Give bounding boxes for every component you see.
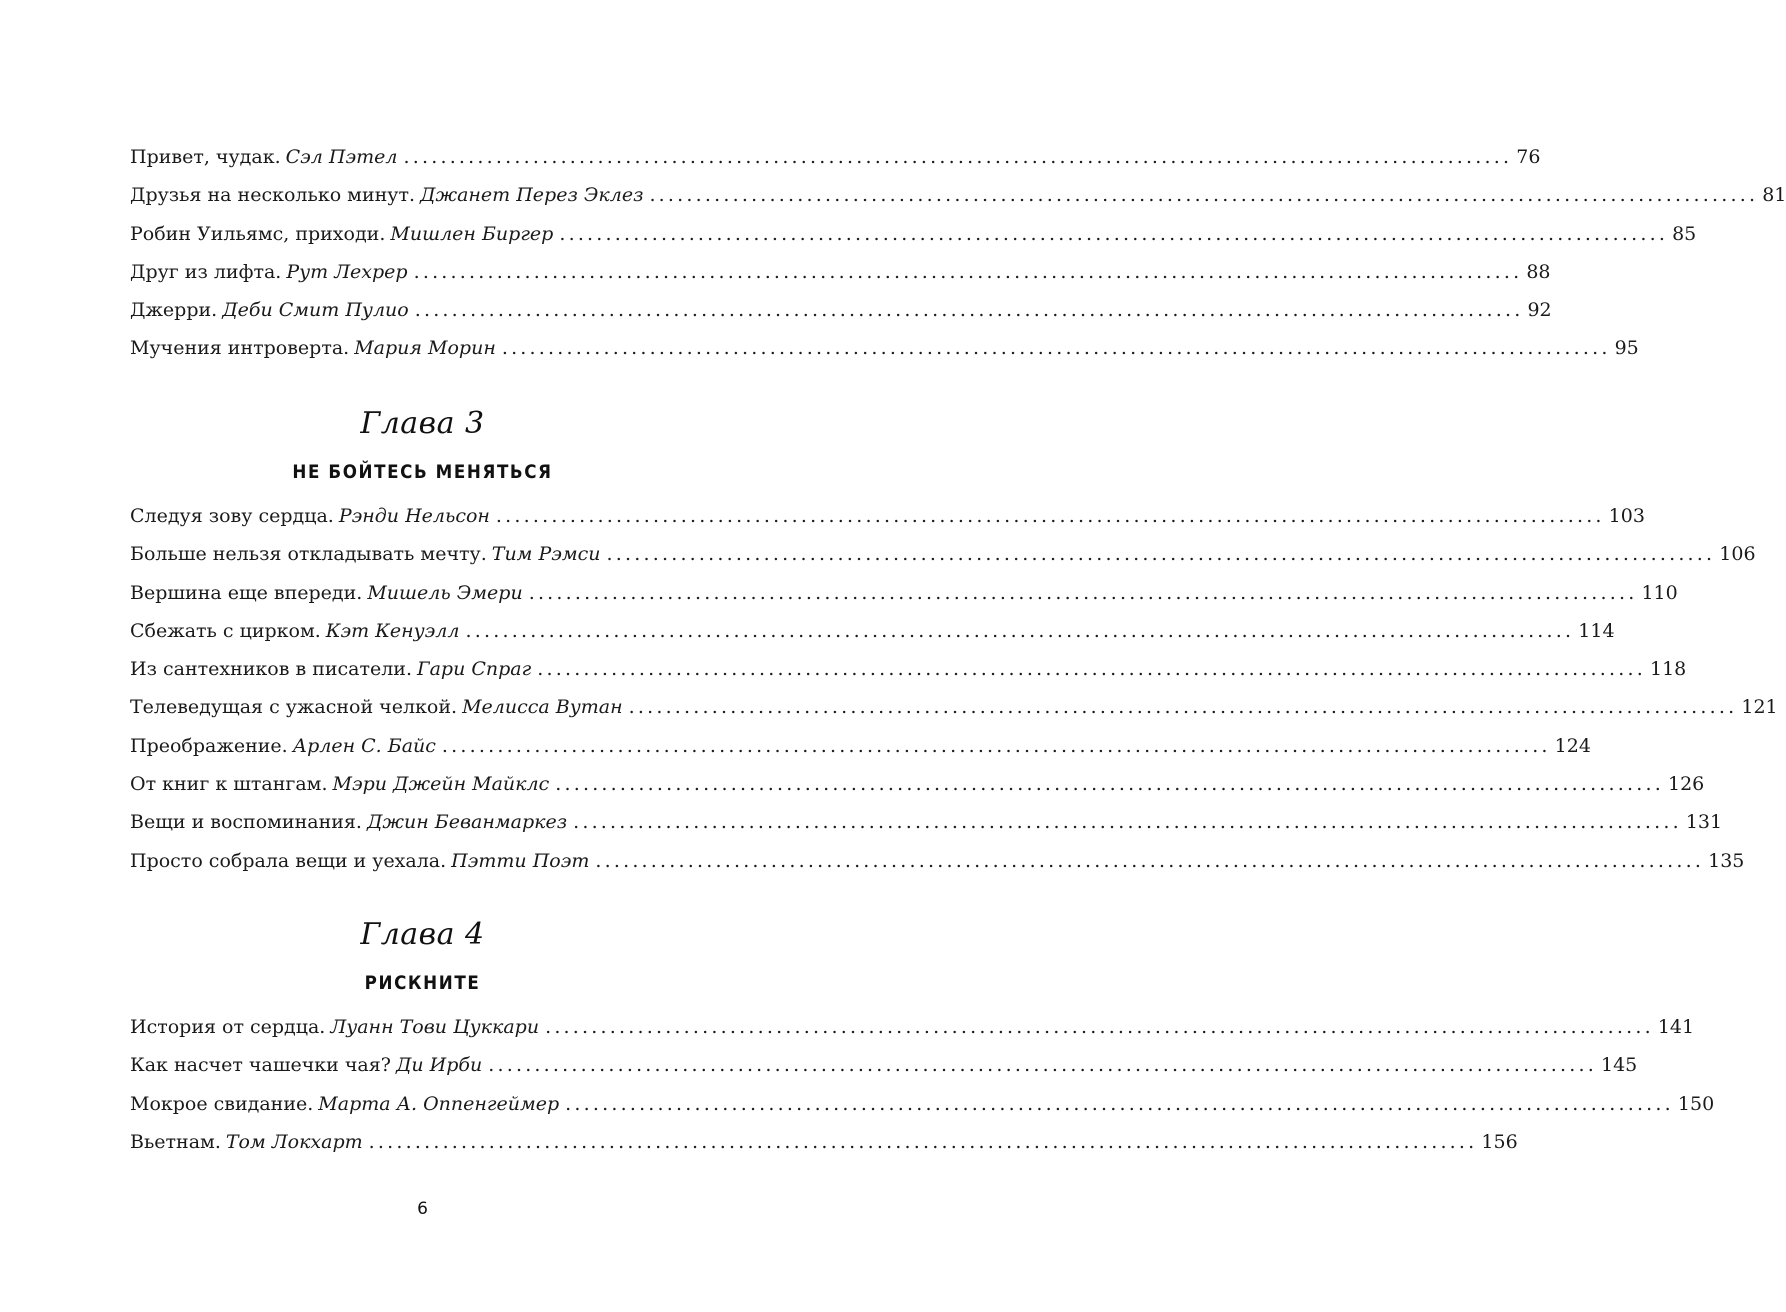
entry-page-number: 121 bbox=[1741, 696, 1778, 719]
entry-author: Сэл Пэтел bbox=[285, 146, 398, 168]
dot-leader: ........................................................................................................................ bbox=[573, 811, 1682, 834]
toc-entry bbox=[130, 581, 1678, 620]
entry-title: Друзья на несколько минут. bbox=[130, 184, 416, 207]
entry-title: Преображение. bbox=[130, 734, 288, 757]
toc-entry bbox=[130, 222, 1697, 261]
entry-author: Пэтти Поэт bbox=[451, 849, 590, 872]
entry-title: Робин Уильямс, приходи. bbox=[130, 222, 386, 245]
entry-author: Гари Спраг bbox=[417, 658, 532, 681]
entry-page-number: 126 bbox=[1667, 773, 1705, 796]
entry-page-number: 150 bbox=[1677, 1092, 1715, 1115]
dot-leader: ........................................................................................................................ bbox=[595, 849, 1705, 872]
dot-leader: ........................................................................................................................ bbox=[403, 146, 1513, 168]
entry-author: Мария Морин bbox=[354, 337, 496, 360]
toc-list-chapter-4 bbox=[130, 1016, 1715, 1169]
toc-entry bbox=[130, 146, 1541, 184]
entry-author: Кэт Кенуэлл bbox=[325, 619, 460, 642]
dot-leader: ........................................................................................................................ bbox=[441, 734, 1551, 757]
entry-author: Луанн Тови Цуккари bbox=[330, 1016, 540, 1038]
toc-entry bbox=[130, 505, 1645, 543]
dot-leader: ........................................................................................................................ bbox=[565, 1092, 1674, 1115]
dot-leader: ........................................................................................................................ bbox=[537, 658, 1646, 681]
entry-page-number: 124 bbox=[1554, 734, 1591, 757]
dot-leader: ........................................................................................................................ bbox=[488, 1054, 1597, 1077]
entry-page-number: 114 bbox=[1578, 619, 1615, 642]
entry-author: Марта А. Оппенгеймер bbox=[318, 1092, 560, 1115]
entry-page-number: 145 bbox=[1600, 1054, 1638, 1077]
entry-page-number: 106 bbox=[1719, 543, 1756, 566]
entry-page-number: 156 bbox=[1481, 1130, 1518, 1153]
chapter-heading: Глава 3 bbox=[360, 406, 485, 441]
toc-entry bbox=[130, 1092, 1715, 1131]
toc-entry bbox=[130, 299, 1552, 337]
entry-author: Мелисса Вутан bbox=[462, 696, 623, 719]
entry-title: Мокрое свидание. bbox=[130, 1092, 314, 1115]
entry-page-number: 85 bbox=[1672, 222, 1697, 245]
toc-entry bbox=[130, 773, 1705, 811]
entry-title: Сбежать с цирком. bbox=[130, 619, 321, 642]
entry-page-number: 81 bbox=[1762, 184, 1786, 207]
toc-list-chapter-3 bbox=[130, 505, 1778, 888]
toc-entry bbox=[130, 1054, 1638, 1092]
entry-title: Больше нельзя откладывать мечту. bbox=[130, 543, 487, 566]
toc-entry bbox=[130, 337, 1639, 375]
entry-author: Ди Ирби bbox=[395, 1054, 483, 1077]
toc-entry bbox=[130, 658, 1687, 696]
dot-leader: ........................................................................................................................ bbox=[628, 696, 1738, 719]
toc-entry bbox=[130, 619, 1615, 658]
entry-page-number: 135 bbox=[1708, 849, 1745, 872]
dot-leader: ........................................................................................................................ bbox=[501, 337, 1611, 360]
dot-leader: ........................................................................................................................ bbox=[413, 260, 1523, 283]
entry-author: Рэнди Нельсон bbox=[338, 505, 490, 527]
toc-entry bbox=[130, 696, 1778, 734]
entry-page-number: 95 bbox=[1614, 337, 1639, 360]
toc-entry bbox=[130, 184, 1786, 222]
dot-leader: ........................................................................................................................ bbox=[465, 619, 1575, 642]
entry-page-number: 88 bbox=[1526, 260, 1551, 283]
entry-author: Тим Рэмси bbox=[491, 543, 601, 566]
toc-entry bbox=[130, 543, 1756, 581]
entry-author: Джанет Перез Эклез bbox=[420, 184, 644, 207]
entry-title: Вершина еще впереди. bbox=[130, 581, 363, 604]
toc-entry bbox=[130, 811, 1723, 849]
entry-title: Вьетнам. bbox=[130, 1130, 221, 1153]
entry-title: Привет, чудак. bbox=[130, 146, 281, 168]
dot-leader: ........................................................................................................................ bbox=[528, 581, 1638, 604]
dot-leader: ........................................................................................................................ bbox=[649, 184, 1759, 207]
entry-page-number: 118 bbox=[1649, 658, 1687, 681]
dot-leader: ........................................................................................................................ bbox=[368, 1130, 1478, 1153]
entry-title: Из сантехников в писатели. bbox=[130, 658, 413, 681]
toc-entry bbox=[130, 849, 1745, 888]
entry-title: Вещи и воспоминания. bbox=[130, 811, 362, 834]
entry-page-number: 92 bbox=[1527, 299, 1552, 322]
dot-leader: ........................................................................................................................ bbox=[545, 1016, 1654, 1038]
entry-title: От книг к штангам. bbox=[130, 773, 328, 796]
entry-title: Мучения интроверта. bbox=[130, 337, 350, 360]
chapter-subtitle: РИСКНИТЕ bbox=[364, 972, 481, 994]
entry-title: Просто собрала вещи и уехала. bbox=[130, 849, 447, 872]
entry-author: Деби Смит Пулио bbox=[222, 299, 409, 322]
entry-page-number: 141 bbox=[1657, 1016, 1695, 1038]
entry-title: Джерри. bbox=[130, 299, 218, 322]
toc-entry bbox=[130, 1016, 1695, 1054]
entry-author: Рут Лехрер bbox=[286, 260, 408, 283]
entry-title: Друг из лифта. bbox=[130, 260, 282, 283]
toc-entry bbox=[130, 734, 1591, 773]
entry-author: Мишлен Биргер bbox=[390, 222, 554, 245]
entry-author: Мишель Эмери bbox=[367, 581, 523, 604]
dot-leader: ........................................................................................................................ bbox=[414, 299, 1524, 322]
entry-title: История от сердца. bbox=[130, 1016, 326, 1038]
entry-page-number: 103 bbox=[1608, 505, 1645, 527]
dot-leader: ........................................................................................................................ bbox=[495, 505, 1605, 527]
chapter-subtitle: НЕ БОЙТЕСЬ МЕНЯТЬСЯ bbox=[292, 461, 553, 483]
entry-page-number: 76 bbox=[1516, 146, 1541, 168]
entry-page-number: 110 bbox=[1641, 581, 1678, 604]
entry-author: Мэри Джейн Майклс bbox=[332, 773, 550, 796]
chapter-heading: Глава 4 bbox=[360, 917, 485, 952]
page-number: 6 bbox=[417, 1199, 428, 1219]
entry-author: Том Локхарт bbox=[225, 1130, 363, 1153]
entry-title: Следуя зову сердца. bbox=[130, 505, 334, 527]
entry-title: Телеведущая с ужасной челкой. bbox=[130, 696, 458, 719]
toc-list-continued bbox=[130, 146, 1786, 376]
dot-leader: ........................................................................................................................ bbox=[555, 773, 1664, 796]
entry-title: Как насчет чашечки чая? bbox=[130, 1054, 391, 1077]
entry-author: Джин Беванмаркез bbox=[366, 811, 568, 834]
toc-entry bbox=[130, 260, 1551, 299]
entry-page-number: 131 bbox=[1685, 811, 1723, 834]
dot-leader: ........................................................................................................................ bbox=[606, 543, 1716, 566]
dot-leader: ........................................................................................................................ bbox=[559, 222, 1669, 245]
toc-entry bbox=[130, 1130, 1518, 1169]
entry-author: Арлен С. Байс bbox=[292, 734, 436, 757]
